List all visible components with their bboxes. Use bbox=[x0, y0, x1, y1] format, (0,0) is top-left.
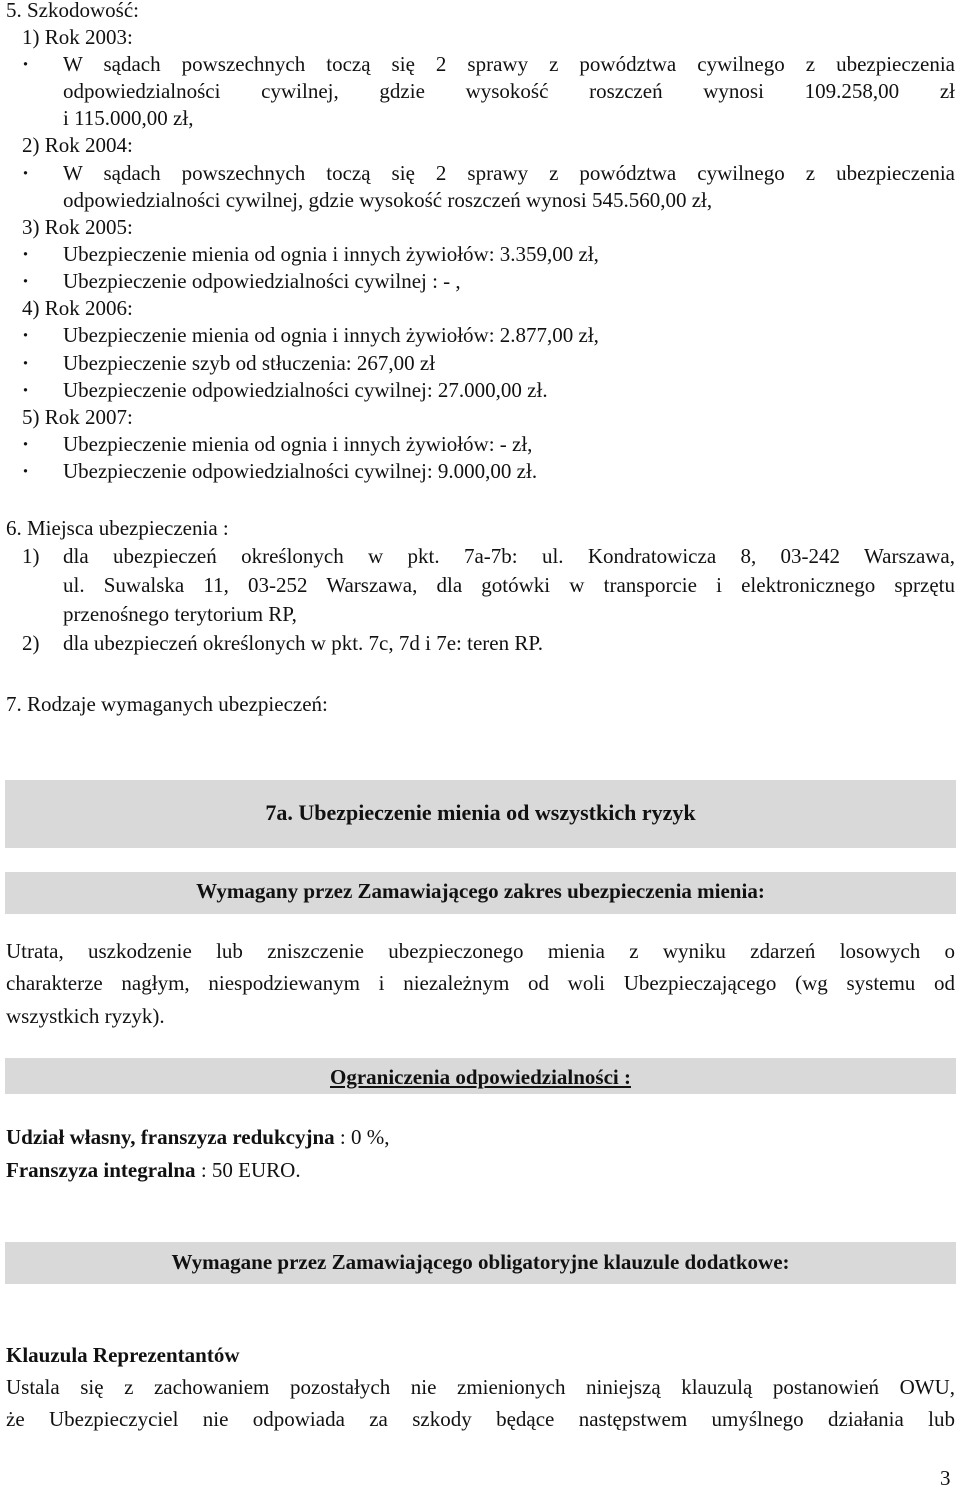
claims-2006-item: Ubezpieczenie odpowiedzialności cywilnej: 27.000,00 zł. bbox=[63, 378, 548, 402]
claims-2003-line3: i 115.000,00 zł, bbox=[63, 106, 194, 130]
bullet-icon: · bbox=[22, 459, 30, 483]
page-number: 3 bbox=[940, 1466, 951, 1490]
claims-2006-item: Ubezpieczenie szyb od stłuczenia: 267,00 zł bbox=[63, 351, 436, 375]
location-2-text: dla ubezpieczeń określonych w pkt. 7c, 7d i 7e: teren RP. bbox=[63, 631, 543, 655]
franchise-label: Franszyza integralna bbox=[6, 1158, 196, 1182]
claims-2003-line2: odpowiedzialności cywilnej, gdzie wysokość roszczeń wynosi 109.258,00 zł bbox=[63, 79, 955, 103]
bullet-icon: · bbox=[22, 242, 30, 266]
year-2007-label: 5) Rok 2007: bbox=[22, 405, 133, 429]
clause-1-title: Klauzula Reprezentantów bbox=[6, 1343, 240, 1367]
location-1-number: 1) bbox=[22, 544, 40, 568]
bullet-icon: · bbox=[22, 432, 30, 456]
franchise-line bbox=[6, 1157, 301, 1184]
claims-2005-item: Ubezpieczenie mienia od ognia i innych żywiołów: 3.359,00 zł, bbox=[63, 242, 599, 266]
section-7-heading: 7. Rodzaje wymaganych ubezpieczeń: bbox=[6, 692, 328, 716]
bullet-icon: · bbox=[22, 351, 30, 375]
clauses-title: Wymagane przez Zamawiającego obligatoryjne klauzule dodatkowe: bbox=[171, 1250, 790, 1274]
franchise-value: : 50 EURO. bbox=[195, 1158, 301, 1182]
year-2006-label: 4) Rok 2006: bbox=[22, 296, 133, 320]
location-2-number: 2) bbox=[22, 631, 40, 655]
location-1-line2: ul. Suwalska 11, 03-252 Warszawa, dla gotówki w transporcie i elektronicznego sprzętu bbox=[63, 573, 955, 597]
claims-2004-line1: W sądach powszechnych toczą się 2 sprawy z powództwa cywilnego z ubezpieczenia bbox=[63, 161, 955, 185]
year-2004-label: 2) Rok 2004: bbox=[22, 133, 133, 157]
scope-title: Wymagany przez Zamawiającego zakres ubezpieczenia mienia: bbox=[196, 879, 765, 903]
bullet-icon: · bbox=[22, 378, 30, 402]
limits-title: Ograniczenia odpowiedzialności : bbox=[330, 1065, 631, 1089]
deductible-line bbox=[6, 1124, 389, 1151]
location-1-line1: dla ubezpieczeń określonych w pkt. 7a-7b: ul. Kondratowicza 8, 03-242 Warszawa, bbox=[63, 544, 955, 568]
claims-2003-line1: W sądach powszechnych toczą się 2 sprawy z powództwa cywilnego z ubezpieczenia bbox=[63, 52, 955, 76]
section-7a-title: 7a. Ubezpieczenie mienia od wszystkich ryzyk bbox=[265, 800, 696, 825]
claims-2007-item: Ubezpieczenie odpowiedzialności cywilnej: 9.000,00 zł. bbox=[63, 459, 538, 483]
section-6-heading: 6. Miejsca ubezpieczenia : bbox=[6, 516, 229, 540]
claims-2007-item: Ubezpieczenie mienia od ognia i innych żywiołów: - zł, bbox=[63, 432, 533, 456]
scope-text-line3: wszystkich ryzyk). bbox=[6, 1004, 165, 1028]
scope-text-line2: charakterze nagłym, niespodziewanym i niezależnym od woli Ubezpieczającego (wg systemu od bbox=[6, 971, 955, 995]
deductible-value: : 0 %, bbox=[334, 1125, 390, 1149]
year-2003-label: 1) Rok 2003: bbox=[22, 25, 133, 49]
claims-2006-item: Ubezpieczenie mienia od ognia i innych żywiołów: 2.877,00 zł, bbox=[63, 323, 599, 347]
bullet-icon: · bbox=[22, 52, 30, 76]
deductible-label: Udział własny, franszyza redukcyjna bbox=[6, 1125, 335, 1149]
clause-1-line1: Ustala się z zachowaniem pozostałych nie zmienionych niniejszą klauzulą postanowień OWU, bbox=[6, 1375, 955, 1399]
claims-2005-item: Ubezpieczenie odpowiedzialności cywilnej : - , bbox=[63, 269, 461, 293]
bullet-icon: · bbox=[22, 269, 30, 293]
year-2005-label: 3) Rok 2005: bbox=[22, 215, 133, 239]
scope-text-line1: Utrata, uszkodzenie lub zniszczenie ubezpieczonego mienia z wyniku zdarzeń losowych o bbox=[6, 939, 955, 963]
bullet-icon: · bbox=[22, 161, 30, 185]
location-1-line3: przenośnego terytorium RP, bbox=[63, 602, 297, 626]
section-5-heading: 5. Szkodowość: bbox=[6, 0, 139, 22]
bullet-icon: · bbox=[22, 323, 30, 347]
clause-1-line2: że Ubezpieczyciel nie odpowiada za szkody będące następstwem umyślnego działania lub bbox=[6, 1407, 955, 1431]
claims-2004-line2: odpowiedzialności cywilnej, gdzie wysokość roszczeń wynosi 545.560,00 zł, bbox=[63, 188, 713, 212]
